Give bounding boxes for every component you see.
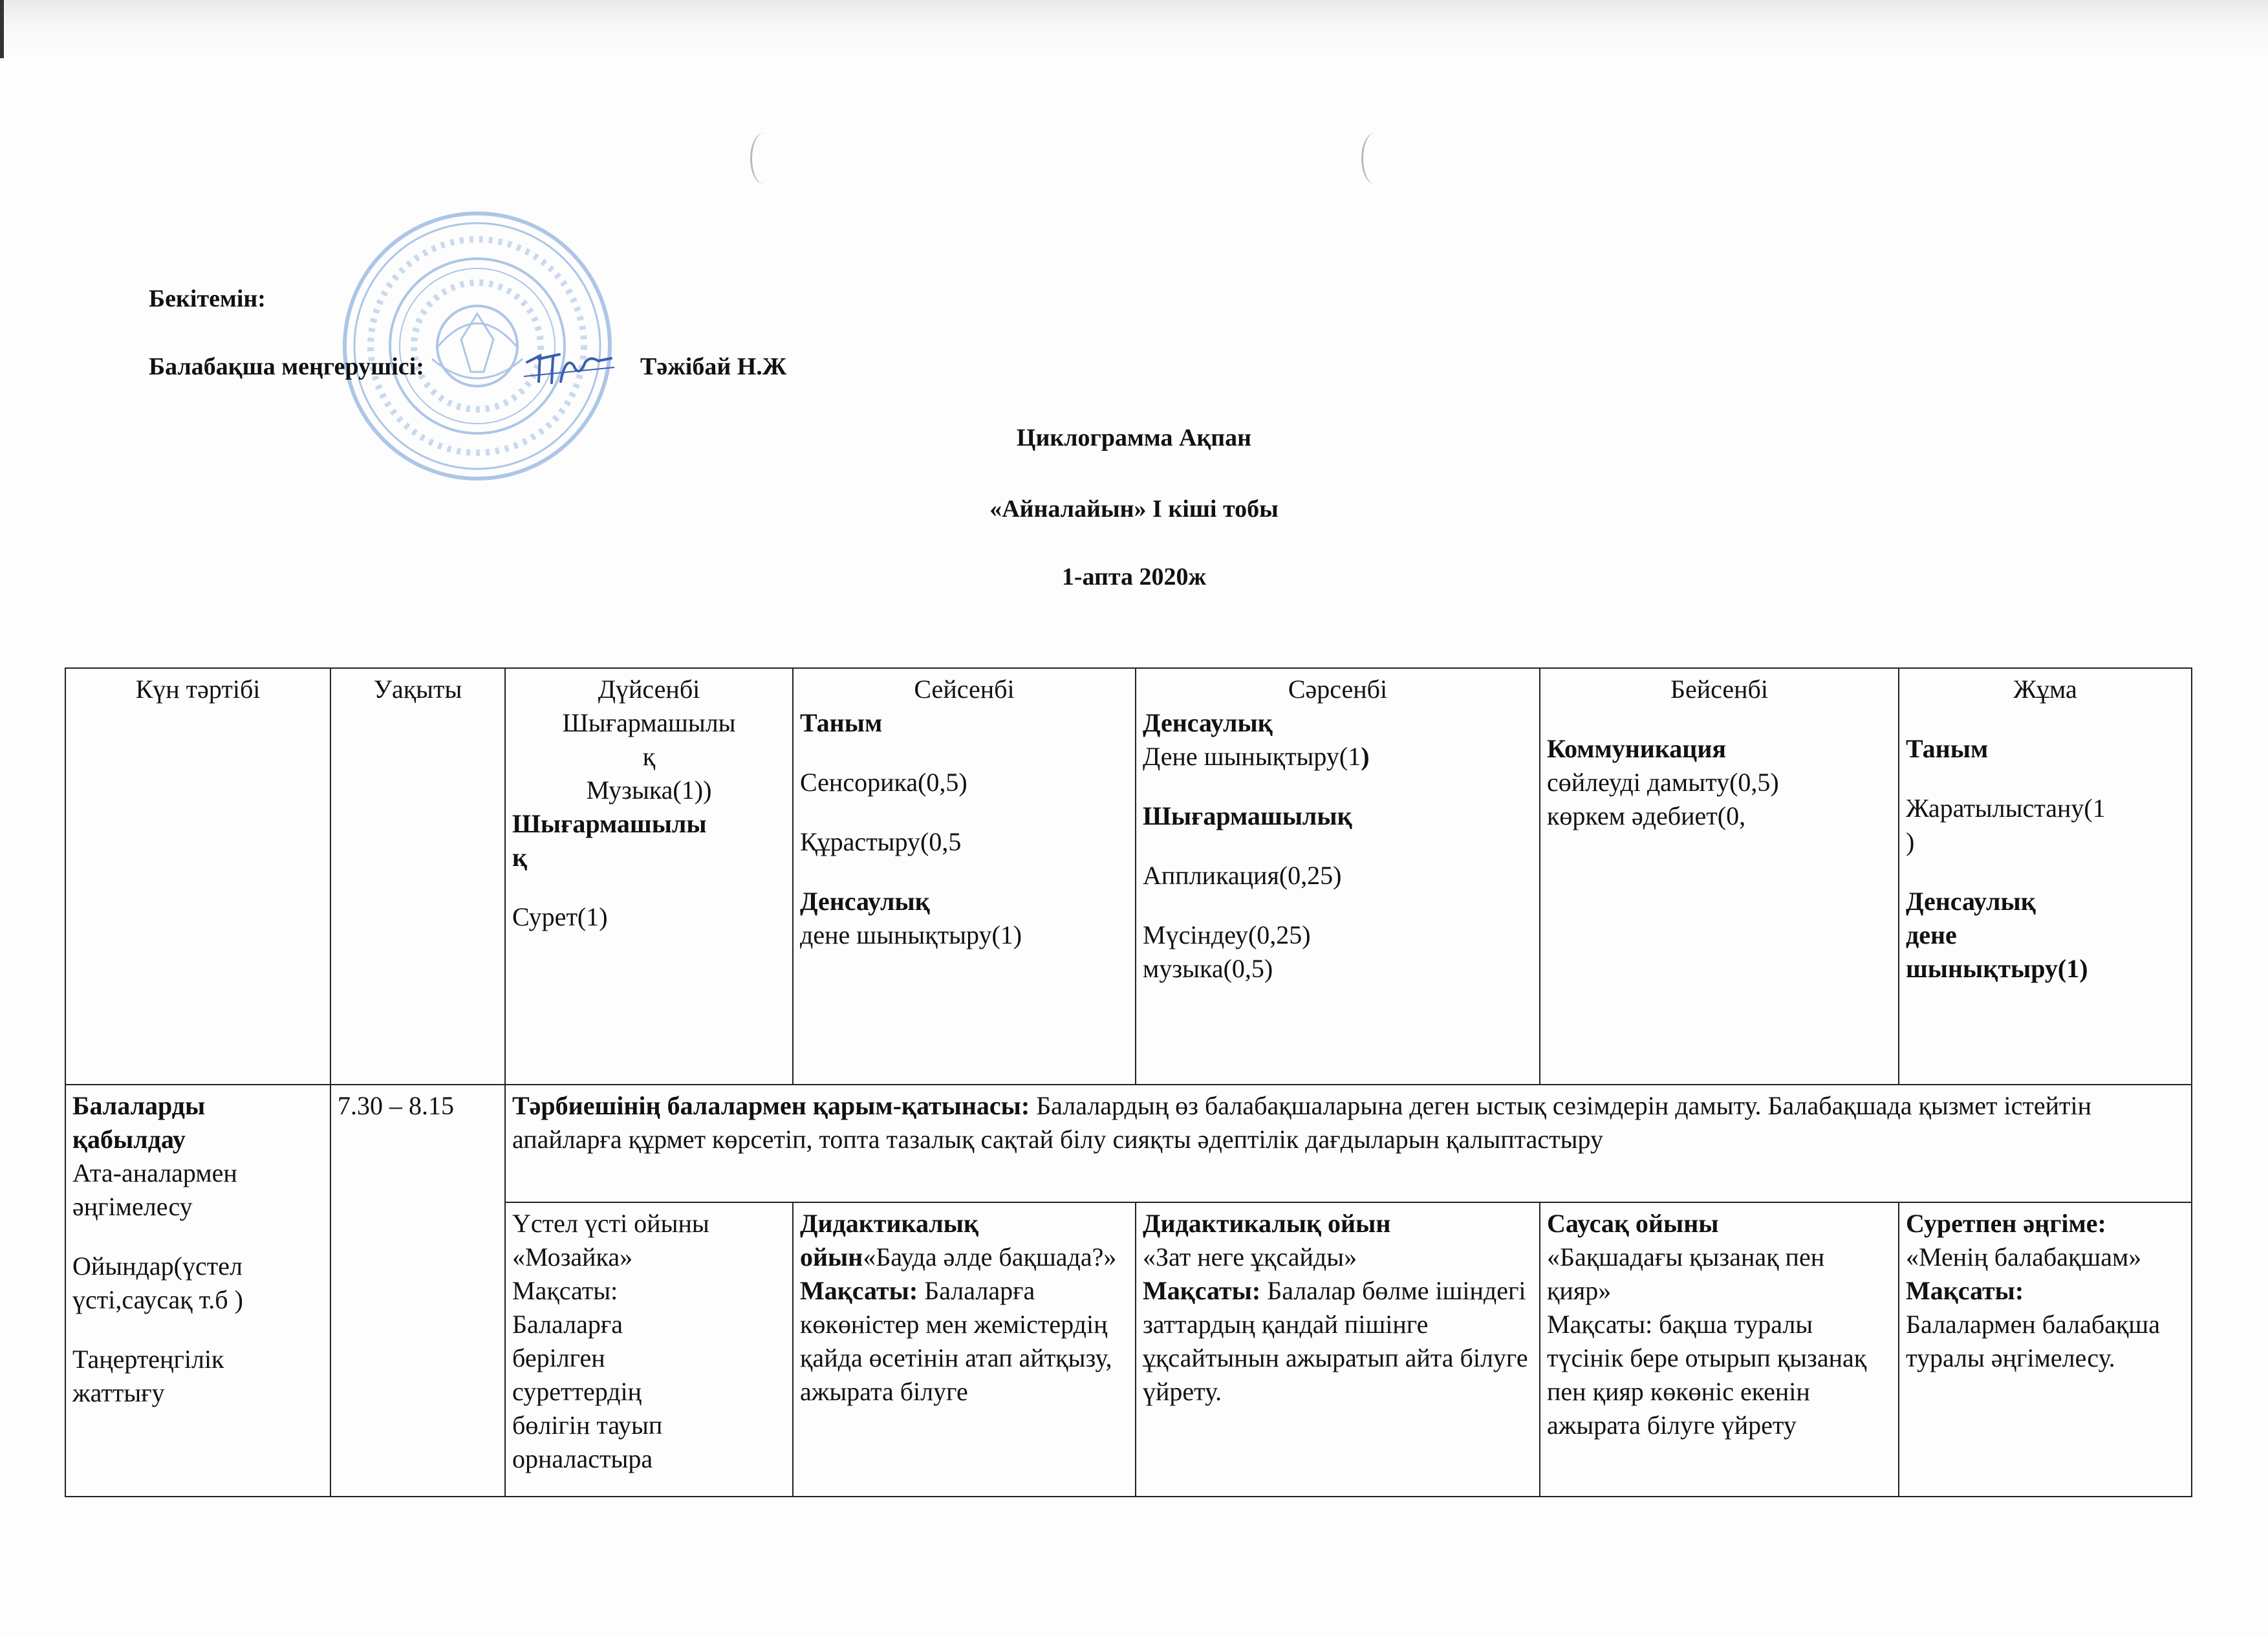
monday-activity-line-7: бөлігін тауып: [512, 1411, 663, 1440]
tuesday-area-1: Таным: [800, 708, 883, 737]
friday-activity-title: Суретпен әңгіме:: [1906, 1209, 2106, 1238]
routine-line-6: жаттығу: [72, 1378, 165, 1407]
thursday-day: Бейсенбі: [1670, 675, 1768, 704]
thursday-subject-2: көркем әдебиет(0,: [1547, 801, 1746, 830]
header-time-label: Уақыты: [373, 675, 462, 704]
wednesday-subject-4: музыка(0,5): [1143, 954, 1273, 983]
monday-activity-line-1: Үстел үсті ойыны: [512, 1209, 709, 1238]
wednesday-activity-title: Дидактикалық ойын: [1143, 1209, 1391, 1238]
header-thursday: [1540, 668, 1899, 1085]
header-routine-label: Күн тәртібі: [135, 675, 261, 704]
cyclogram-table: [65, 667, 2192, 1497]
thursday-goal: Мақсаты: бақша туралы түсінік бере отырып қызанақ пен қияр көкөніс екенін ажырата білуге үйрету: [1547, 1310, 1867, 1440]
routine-line-2: әңгімелесу: [72, 1192, 193, 1221]
routine-line-1: Ата-аналармен: [72, 1158, 237, 1187]
header-wednesday: [1136, 668, 1540, 1085]
wednesday-goal-label: Мақсаты:: [1143, 1276, 1261, 1305]
scan-margin-mark: [0, 0, 4, 58]
friday-activity-cell: [1899, 1202, 2192, 1497]
monday-subject-2: Сурет(1): [512, 902, 608, 931]
monday-area-2: Шығармашылы: [512, 809, 707, 838]
friday-day: Жұма: [2013, 675, 2077, 704]
monday-activity-line-5: берілген: [512, 1343, 605, 1372]
wednesday-activity-game: «Зат неге ұқсайды»: [1143, 1242, 1357, 1272]
tuesday-area-2: Денсаулық: [800, 887, 930, 916]
routine-cell: [65, 1085, 330, 1497]
wednesday-subject-1: Дене шынықтыру(1: [1143, 742, 1361, 771]
tuesday-activity-cell: [793, 1202, 1136, 1497]
monday-activity-cell: [505, 1202, 793, 1497]
punch-hole-mark: [750, 133, 778, 184]
thursday-subject-1: сөйлеуді дамыту(0,5): [1547, 768, 1779, 797]
tuesday-day: Сейсенбі: [914, 675, 1015, 704]
thursday-activity-cell: [1540, 1202, 1899, 1497]
scan-top-edge: [0, 0, 2268, 58]
wednesday-day: Сәрсенбі: [1288, 675, 1388, 704]
monday-activity-line-4: Балаларға: [512, 1310, 623, 1339]
tuesday-goal-label: Мақсаты:: [800, 1276, 918, 1305]
routine-title: Балаларды: [72, 1091, 206, 1120]
tuesday-activity-game: «Бауда әлде бақшада?»: [863, 1242, 1117, 1272]
monday-activity-line-8: орналастыра: [512, 1444, 653, 1473]
thursday-activity-title: Саусақ ойыны: [1547, 1209, 1719, 1238]
friday-subject-2-end: шынықтыру(1): [1906, 954, 2088, 983]
routine-line-4: үсті,саусақ т.б ): [72, 1285, 243, 1314]
friday-area-1: Таным: [1906, 734, 1989, 763]
friday-subject-1: Жаратылыстану(1: [1906, 794, 2106, 823]
friday-activity-game: «Менің балабақшам»: [1906, 1242, 2142, 1272]
monday-activity-line-6: суреттердің: [512, 1377, 642, 1406]
time-value: 7.30 – 8.15: [338, 1091, 454, 1120]
handwritten-signature-icon: [521, 343, 618, 395]
friday-goal-label: Мақсаты:: [1906, 1276, 2024, 1305]
thursday-area-1: Коммуникация: [1547, 734, 1727, 763]
monday-activity-line-2: «Мозайка»: [512, 1242, 633, 1272]
header-monday: [505, 668, 793, 1085]
thursday-activity-game: «Бақшадағы қызанақ пен қияр»: [1547, 1242, 1825, 1305]
punch-hole-mark: [1361, 133, 1389, 184]
tuesday-activity-title: Дидактикалық: [800, 1209, 979, 1238]
friday-subject-2: дене: [1906, 920, 1957, 949]
header-friday: [1899, 668, 2192, 1085]
wednesday-goal: Балалар бөлме ішіндегі заттардың қандай пішінге ұқсайтынын ажыратып айта білуге үйрету.: [1143, 1276, 1528, 1406]
header-tuesday: [793, 668, 1136, 1085]
monday-area-1: Шығармашылы: [562, 708, 736, 737]
wednesday-area-1: Денсаулық: [1143, 708, 1273, 737]
routine-line-5: Таңертеңгілік: [72, 1345, 224, 1374]
routine-title-2: қабылдау: [72, 1125, 186, 1154]
header-routine: [65, 668, 330, 1085]
tuesday-subject-1: Сенсорика(0,5): [800, 768, 967, 797]
friday-goal: Балалармен балабақша туралы әңгімелесу.: [1906, 1310, 2160, 1372]
header-time: [330, 668, 505, 1085]
group-title: «Айналайын» І кіші тобы: [989, 495, 1279, 523]
wednesday-subject-3: Мүсіндеу(0,25): [1143, 920, 1311, 949]
time-cell: [330, 1085, 505, 1497]
tuesday-goal: Балаларға көкөністер мен жемістердің қайда өсетінін атап айтқызу, ажырата білуге: [800, 1276, 1112, 1406]
wednesday-subject-2: Аппликация(0,25): [1143, 861, 1342, 890]
routine-line-3: Ойындар(үстел: [72, 1251, 243, 1281]
wednesday-activity-cell: [1136, 1202, 1540, 1497]
monday-area-1-end: қ: [642, 742, 656, 771]
monday-area-2-end: қ: [512, 843, 528, 872]
friday-subject-1-end: ): [1906, 827, 1915, 856]
communication-label: Тәрбиешінің балалармен қарым-қатынасы:: [512, 1091, 1030, 1120]
monday-day: Дүйсенбі: [598, 675, 700, 704]
wednesday-subject-1-end: ): [1361, 742, 1370, 771]
communication-cell: [505, 1085, 2192, 1202]
head-label: Балабақша меңгерушісі:: [149, 353, 424, 380]
week-title: 1-апта 2020ж: [1061, 563, 1207, 590]
page-title: Циклограмма Ақпан: [1016, 424, 1252, 451]
communication-text: Балалардың өз балабақшаларына деген ыстық сезімдерін дамыту. Балабақшада қызмет істейтін апайларға құрмет көрсетіп, топта тазалық сақтай білу сияқты әдептілік дағдыларын қалыптастыру: [512, 1091, 2092, 1154]
friday-area-2: Денсаулық: [1906, 887, 2036, 916]
wednesday-area-2: Шығармашылық: [1143, 801, 1352, 830]
monday-activity-line-3: Мақсаты:: [512, 1276, 618, 1305]
table-row: [65, 1085, 2192, 1202]
monday-subject-1: Музыка(1)): [586, 775, 712, 805]
tuesday-subject-3: дене шынықтыру(1): [800, 920, 1022, 949]
head-name: Тәжібай Н.Ж: [640, 353, 787, 380]
tuesday-subject-2: Құрастыру(0,5: [800, 827, 962, 856]
tuesday-activity-title-2: ойын: [800, 1242, 863, 1272]
table-header-row: [65, 668, 2192, 1085]
approval-label: Бекітемін:: [149, 285, 266, 312]
